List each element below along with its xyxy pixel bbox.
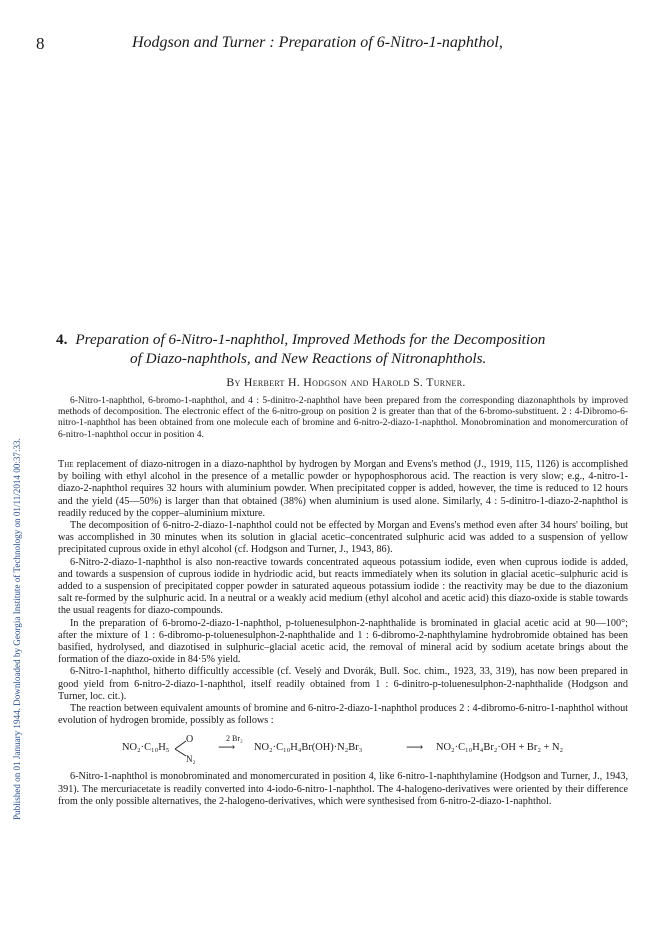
article-title-text-1: Preparation of 6-Nitro-1-naphthol, Improved Methods for the Decomposition bbox=[75, 331, 546, 348]
reaction-arrow-icon: ⟶ bbox=[218, 740, 236, 755]
abstract-text: 6-Nitro-1-naphthol, 6-bromo-1-naphthol, and 4 : 5-dinitro-2-naphthol have been prepared from the corresponding diazonaphthols by improved methods of decomposition. The electronic effect of the 6-nitro-group on position 2 is greater than that of the 6-bromo-substituent. 2 : 4-Dibromo-6-nitro-1-naphthol has been obtained from one molecule each of bromine and 6-nitro-2-diazo-1-naphthol. Monobromination and monomercuration of 6-nitro-1-naphthol occur in position 4. bbox=[58, 396, 628, 440]
equation-product: NO₂·C₁₀H₄Br₂·OH + Br₂ + N₂ bbox=[436, 742, 564, 754]
running-head: Hodgson and Turner : Preparation of 6-Nitro-1-naphthol, bbox=[132, 34, 503, 51]
publication-info-text[interactable]: Published on 01 January 1944. Downloaded by Georgia Institute of Technology on 01/11/2014 00:37:33. bbox=[12, 438, 22, 820]
paragraph-5: 6-Nitro-1-naphthol, hitherto difficultly accessible (cf. Veselý and Dvorák, Bull. Soc. chim., 1923, 33, 319), has now been prepared in good yield from 6-nitro-2-diazo-1-naphthol, itself readily obtained from 1 : 6-dinitro-p-toluenesulphon-2-naphthalide (Hodgson and Turner, loc. cit.). bbox=[58, 666, 628, 702]
equation-nitrogen: N₂ bbox=[186, 754, 196, 765]
paragraph-4: In the preparation of 6-bromo-2-diazo-1-naphthol, p-toluenesulphon-2-naphthalide is brominated in glacial acetic acid at 90—100°; after the mixture of 1 : 6-dibromo-p-toluenesulphon-2-naphthalide and 1 : 6-dibromo-2-naphthylamine hydrobromide obtained has been basified, hydrolysed, and diazotised in sulphuric–glacial acetic acid, the removal of mineral acid by sodium acetate brings about the formation of the diazo-oxide in 84·5% yield. bbox=[58, 617, 628, 666]
paragraph-7: 6-Nitro-1-naphthol is monobrominated and monomercurated in position 4, like 6-nitro-1-naphthylamine (Hodgson and Turner, J., 1943, 391). The mercuriacetate is readily converted into 4-iodo-6-nitro-1-naphthol. The 4-halogeno-derivatives were oriented by their difference from the only possible alternatives, the 2-halogeno-derivatives, which were synthesised from 6-nitro-2-diazo-1-naphthol. bbox=[58, 771, 628, 807]
article-title-line-1 bbox=[56, 330, 636, 349]
publication-sidebar bbox=[0, 120, 30, 820]
article-number: 4. bbox=[56, 331, 68, 348]
paragraph-1-lead: The bbox=[58, 459, 74, 470]
reaction-equation bbox=[58, 734, 628, 764]
paragraph-1 bbox=[58, 459, 628, 520]
equation-reagent: 2 Br₂ bbox=[226, 734, 243, 744]
article-title-line-2: of Diazo-naphthols, and New Reactions of Nitronaphthols. bbox=[130, 350, 487, 367]
article-title-block bbox=[56, 330, 636, 390]
article-authors: By Herbert H. Hodgson and Harold S. Turner. bbox=[226, 375, 466, 389]
body-text bbox=[58, 459, 628, 808]
abstract bbox=[58, 396, 628, 441]
paragraph-3: 6-Nitro-2-diazo-1-naphthol is also non-reactive towards concentrated aqueous potassium iodide, even when cuprous iodide is added, and towards a suspension of cuprous iodide in hydriodic acid, but reacts immediately when its solution in glacial acetic–sulphuric acid is added to a suspension of precipitated copper powder in saturated aqueous potassium iodide : the reactivity may be due to the diazonium salt re-formed by the sulphuric acid. In a neutral or a weakly acid medium (ethyl alcohol and acetic acid) this diazo-oxide is stable towards the usual reagents for diazo-compounds. bbox=[58, 556, 628, 617]
paragraph-2: The decomposition of 6-nitro-2-diazo-1-naphthol could not be effected by Morgan and Evens's method even after 34 hours' boiling, but was accomplished in 30 minutes when its solution in glacial acetic–concentrated sulphuric acid was added to a suspension of yellow precipitated cuprous oxide in ethyl alcohol (cf. Hodgson and Turner, J., 1943, 86). bbox=[58, 520, 628, 556]
page-number: 8 bbox=[36, 34, 45, 53]
equation-reactant: NO₂·C₁₀H₅ bbox=[122, 742, 170, 754]
reaction-arrow-icon-2: ⟶ bbox=[406, 740, 424, 755]
equation-intermediate: NO₂·C₁₀H₄Br(OH)·N₂Br₃ bbox=[254, 742, 363, 754]
paragraph-6: The reaction between equivalent amounts of bromine and 6-nitro-2-diazo-1-naphthol produces 2 : 4-dibromo-6-nitro-1-naphthol without evolution of hydrogen bromide, possibly as follows : bbox=[58, 703, 628, 727]
paragraph-1-text: replacement of diazo-nitrogen in a diazo-naphthol by hydrogen by Morgan and Evens's method (J., 1919, 115, 1126) is accomplished by boiling with ethyl alcohol in the presence of a metallic powder or hypophosphorous acid. The reaction is very slow; e.g., 4-nitro-1-diazo-2-naphthol requires 32 hours with aluminium powder. When precipitated copper is added, however, the time is reduced to 12 hours and the yield (45—50%) is larger than that obtained (38%) when aluminium is used alone. Similarly, 4 : 5-dinitro-1-diazo-2-naphthol is readily reduced by the copper–aluminium mixture. bbox=[58, 459, 629, 519]
equation-oxygen: O bbox=[186, 734, 194, 746]
